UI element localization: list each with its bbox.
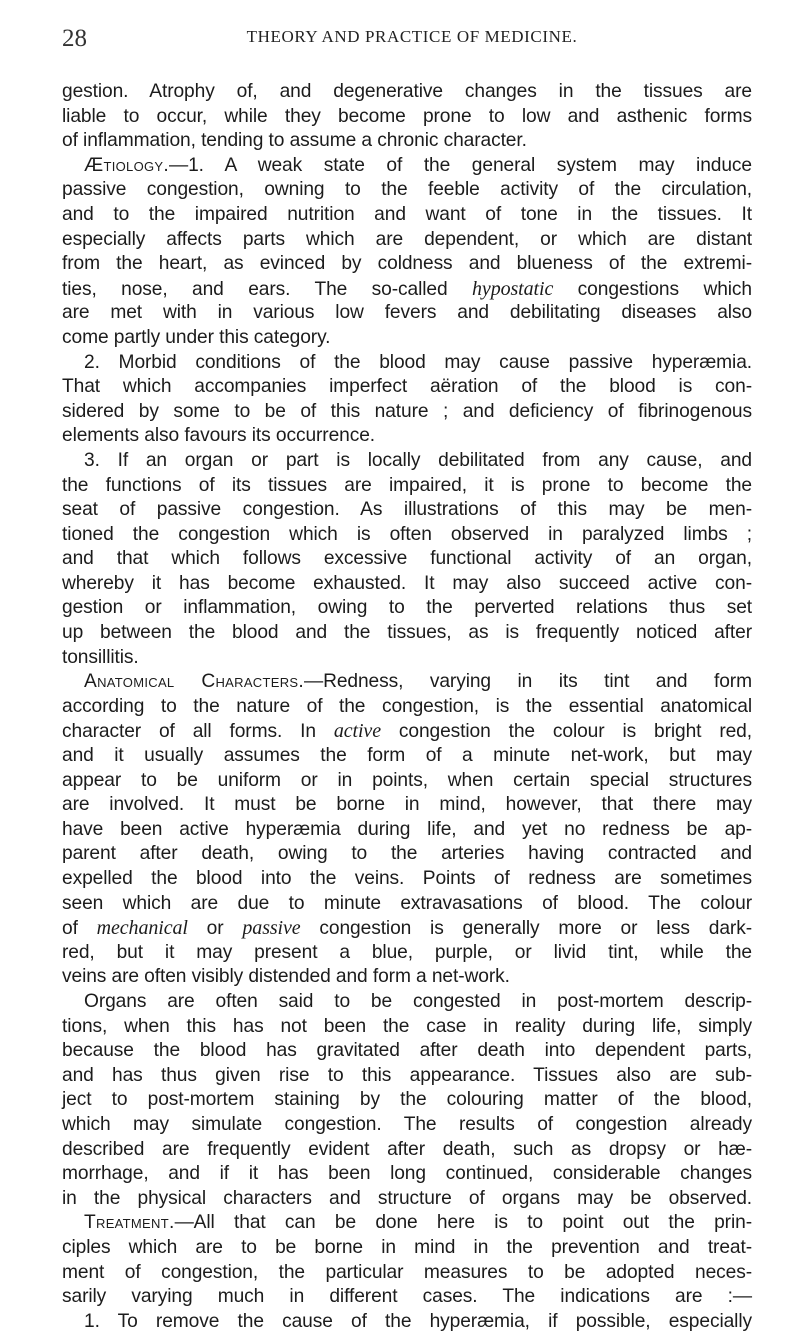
- text-segment: tions, when this has not been the case in reality during life, simply: [62, 1015, 752, 1037]
- text-segment: liable to occur, while they become prone to low and asthenic forms: [62, 105, 752, 127]
- text-line: [62, 449, 752, 474]
- text-line: [62, 965, 752, 990]
- text-line: [62, 1015, 752, 1040]
- text-segment: character of all forms. In: [62, 721, 334, 743]
- text-line: [62, 154, 752, 179]
- text-segment: seen which are due to minute extravasations of blood. The colour: [62, 892, 752, 914]
- text-line: [62, 1211, 752, 1236]
- text-line: [62, 424, 752, 449]
- section-heading: Treatment.: [84, 1212, 175, 1234]
- text-segment: 1. To remove the cause of the hyperæmia, if possible, especially: [84, 1310, 752, 1332]
- text-line: [62, 277, 752, 302]
- text-line: [62, 646, 752, 671]
- text-segment: and to the impaired nutrition and want of tone in the tissues. It: [62, 203, 752, 225]
- text-line: [62, 621, 752, 646]
- text-line: [62, 916, 752, 941]
- text-line: [62, 375, 752, 400]
- text-line: [62, 400, 752, 425]
- text-segment: 3. If an organ or part is locally debilitated from any cause, and: [84, 449, 752, 471]
- text-segment: ject to post-mortem staining by the colouring matter of the blood,: [62, 1089, 752, 1111]
- text-segment: which may simulate congestion. The results of congestion already: [62, 1113, 752, 1135]
- text-segment: tonsillitis.: [62, 646, 139, 668]
- text-segment: That which accompanies imperfect aëration of the blood is con-: [62, 376, 752, 398]
- text-line: [62, 1285, 752, 1310]
- text-segment: sidered by some to be of this nature ; and deficiency of fibrinogenous: [62, 400, 752, 422]
- text-line: [62, 129, 752, 154]
- text-segment: the functions of its tissues are impaired, it is prone to become the: [62, 474, 752, 496]
- text-line: [62, 769, 752, 794]
- text-line: [62, 301, 752, 326]
- text-line: [62, 1138, 752, 1163]
- text-line: [62, 1261, 752, 1286]
- text-line: [62, 596, 752, 621]
- text-segment: and that which follows excessive functional activity of an organ,: [62, 548, 752, 570]
- text-segment: up between the blood and the tissues, as is frequently noticed after: [62, 622, 752, 644]
- text-segment: passive congestion, owning to the feeble activity of the circulation,: [62, 179, 752, 201]
- text-segment: congestions which: [553, 278, 752, 300]
- text-segment: are met with in various low fevers and debilitating diseases also: [62, 302, 752, 324]
- text-segment: congestion the colour is bright red,: [380, 721, 752, 743]
- text-line: [62, 867, 752, 892]
- text-line: [62, 498, 752, 523]
- text-line: [62, 474, 752, 499]
- text-segment: whereby it has become exhausted. It may also succeed active con-: [62, 572, 752, 594]
- text-segment: congestion is generally more or less dark-: [300, 918, 752, 940]
- text-segment: of inflammation, tending to assume a chronic character.: [62, 130, 527, 152]
- text-line: [62, 719, 752, 744]
- text-segment: especially affects parts which are dependent, or which are distant: [62, 228, 752, 250]
- page-number: 28: [62, 25, 87, 52]
- section-heading: Ætiology.: [84, 154, 170, 176]
- text-segment: because the blood has gravitated after death into dependent parts,: [62, 1040, 752, 1062]
- text-line: [62, 572, 752, 597]
- text-segment: appear to be uniform or in points, when certain special structures: [62, 769, 752, 791]
- text-segment: sarily varying much in different cases. The indications are :—: [62, 1286, 752, 1308]
- text-segment: from the heart, as evinced by coldness and blueness of the extremi-: [62, 253, 752, 275]
- text-segment: parent after death, owing to the arteries having contracted and: [62, 843, 752, 865]
- text-segment: ment of congestion, the particular measures to be adopted neces-: [62, 1261, 752, 1283]
- text-line: [62, 105, 752, 130]
- text-line: [62, 990, 752, 1015]
- text-line: [62, 941, 752, 966]
- text-segment: morrhage, and if it has been long continued, considerable changes: [62, 1163, 752, 1185]
- text-line: [62, 793, 752, 818]
- text-line: [62, 178, 752, 203]
- text-segment: described are frequently evident after death, such as dropsy or hæ-: [62, 1138, 752, 1160]
- text-segment: gestion. Atrophy of, and degenerative changes in the tissues are: [62, 81, 752, 102]
- text-segment: elements also favours its occurrence.: [62, 425, 376, 447]
- text-line: [62, 1187, 752, 1212]
- text-line: [62, 1039, 752, 1064]
- italic-term: mechanical: [96, 917, 188, 940]
- text-segment: according to the nature of the congestion, is the essential anatomical: [62, 695, 752, 717]
- text-segment: 2. Morbid conditions of the blood may cause passive hyperæmia.: [84, 351, 752, 373]
- text-segment: veins are often visibly distended and form a net-work.: [62, 966, 510, 988]
- text-segment: tioned the congestion which is often observed in paralyzed limbs ;: [62, 523, 752, 545]
- text-line: [62, 228, 752, 253]
- text-line: [62, 892, 752, 917]
- text-line: [62, 842, 752, 867]
- text-line: [62, 80, 752, 105]
- text-segment: and it usually assumes the form of a minute net-work, but may: [62, 745, 752, 767]
- text-segment: ciples which are to be borne in mind in the prevention and treat-: [62, 1236, 752, 1258]
- text-line: [62, 818, 752, 843]
- text-segment: ties, nose, and ears. The so-called: [62, 278, 473, 300]
- text-segment: expelled the blood into the veins. Points of redness are sometimes: [62, 868, 752, 889]
- text-segment: gestion or inflammation, owing to the perverted relations thus set: [62, 597, 752, 619]
- text-segment: or: [187, 918, 243, 940]
- text-line: [62, 1113, 752, 1138]
- text-line: [62, 547, 752, 572]
- text-line: [62, 695, 752, 720]
- text-line: [62, 744, 752, 769]
- text-line: [62, 1162, 752, 1187]
- text-segment: of: [62, 918, 97, 940]
- text-segment: —1. A weak state of the general system may induce: [169, 154, 752, 176]
- text-segment: Organs are often said to be congested in post-mortem descrip-: [84, 990, 752, 1012]
- text-line: [62, 1088, 752, 1113]
- italic-term: hypostatic: [472, 277, 554, 300]
- section-heading: Anatomical Characters.: [84, 671, 304, 693]
- text-line: [62, 252, 752, 277]
- text-segment: —All that can be done here is to point out the prin-: [174, 1212, 752, 1234]
- italic-term: passive: [242, 917, 301, 940]
- text-segment: —Redness, varying in its tint and form: [304, 671, 752, 693]
- text-line: [62, 1310, 752, 1334]
- text-line: [62, 326, 752, 351]
- body-text: [62, 80, 752, 1334]
- text-line: [62, 523, 752, 548]
- text-segment: have been active hyperæmia during life, and yet no redness be ap-: [62, 818, 752, 840]
- page-header: [62, 22, 762, 56]
- italic-term: active: [333, 720, 381, 743]
- text-line: [62, 351, 752, 376]
- text-segment: and has thus given rise to this appearance. Tissues also are sub-: [62, 1064, 752, 1086]
- text-line: [62, 203, 752, 228]
- text-segment: red, but it may present a blue, purple, or livid tint, while the: [62, 941, 752, 963]
- text-line: [62, 670, 752, 695]
- running-head: THEORY AND PRACTICE OF MEDICINE.: [246, 27, 578, 46]
- text-segment: in the physical characters and structure of organs may be observed.: [62, 1187, 752, 1209]
- text-line: [62, 1064, 752, 1089]
- text-line: [62, 1236, 752, 1261]
- text-segment: come partly under this category.: [62, 326, 331, 348]
- text-segment: seat of passive congestion. As illustrations of this may be men-: [62, 499, 752, 521]
- text-segment: are involved. It must be borne in mind, however, that there may: [62, 794, 752, 816]
